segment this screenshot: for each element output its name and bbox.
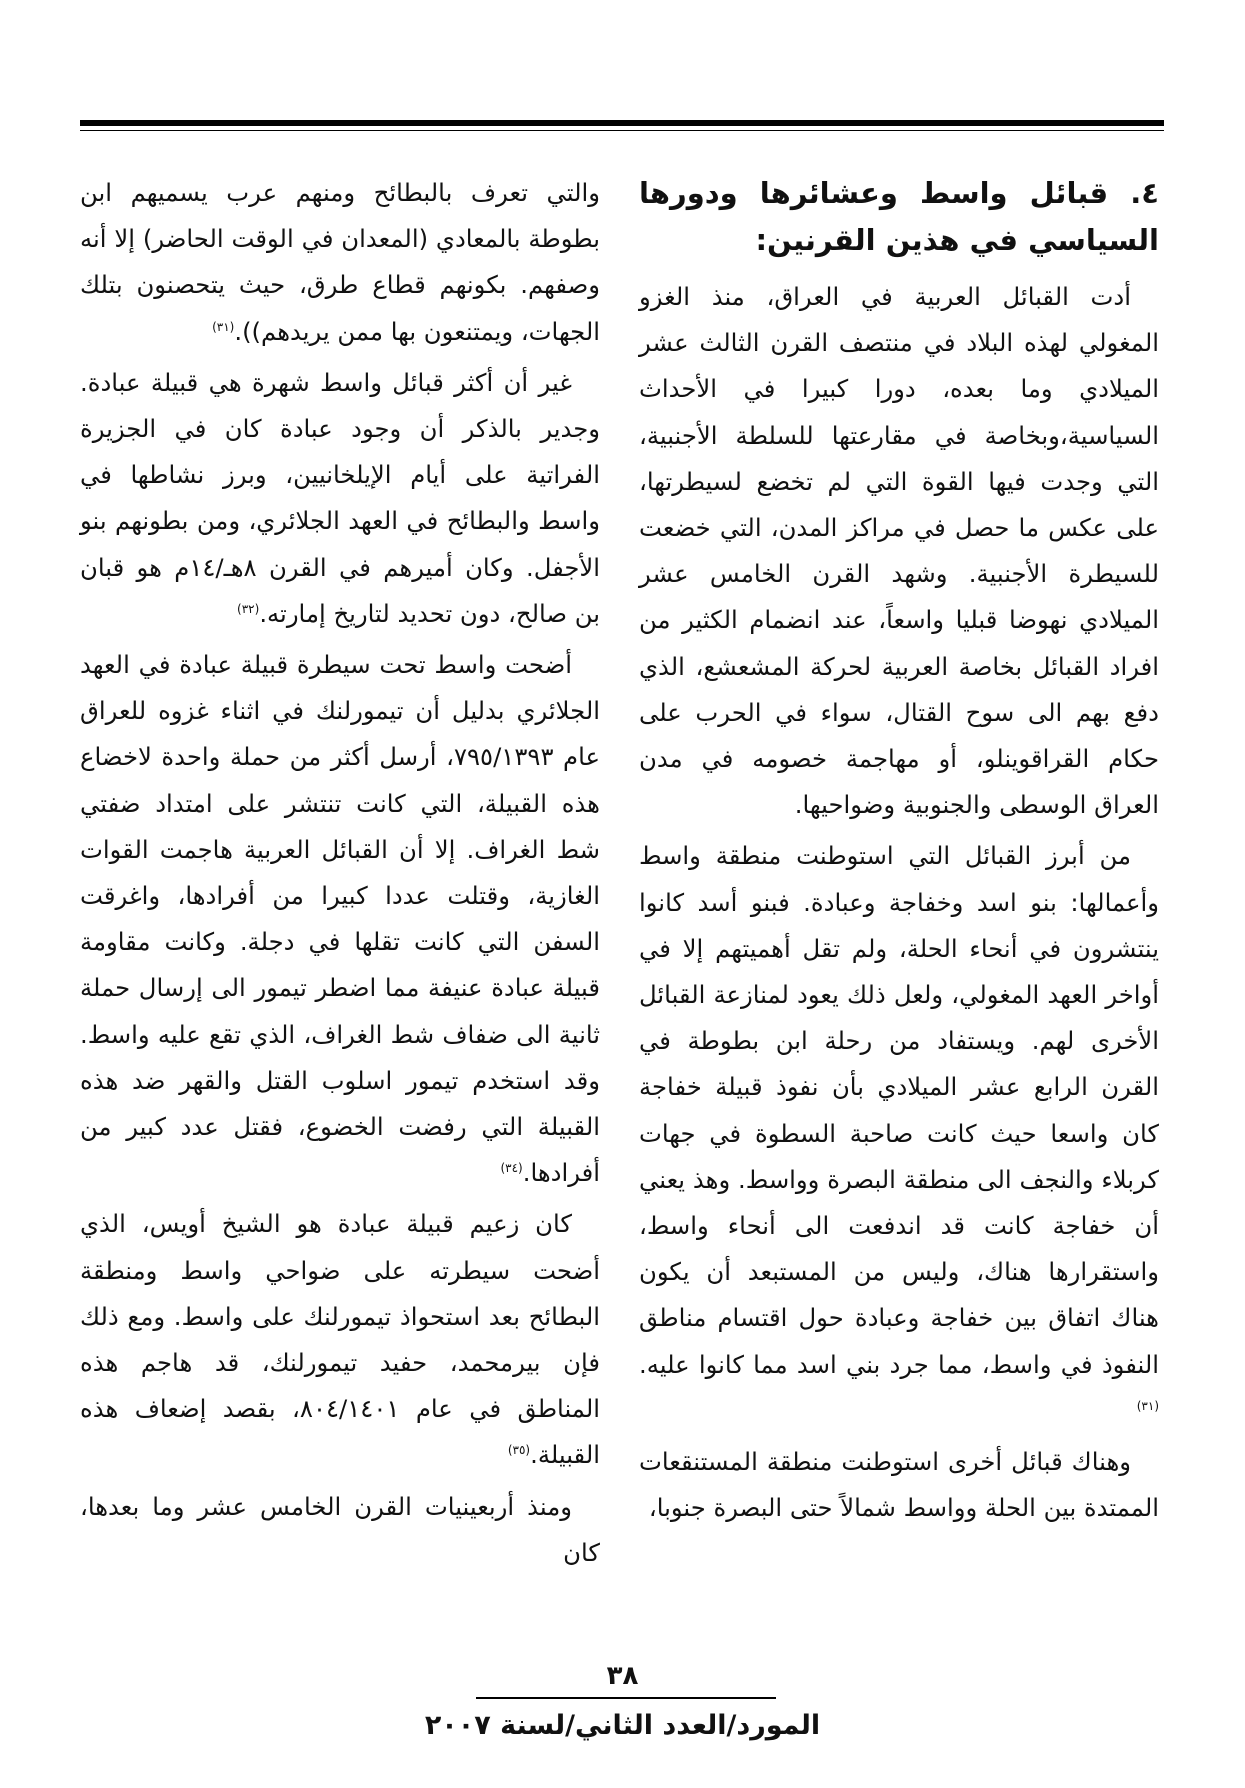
- footnote-ref: (٣١): [212, 319, 235, 334]
- footnote-ref: (٣٢): [237, 601, 260, 616]
- paragraph: أضحت واسط تحت سيطرة قبيلة عبادة في العهد الجلائري بدليل أن تيمورلنك في اثناء غزوه للعراق عام ٧٩٥/١٣٩٣، أرسل أكثر من حملة واحدة لاخضاع هذه القبيلة، التي كانت تنتشر على امتداد ضفتي شط الغراف. إلا أن القبائل العربية هاجمت القوات الغازية، وقتلت عددا كبيرا من أفرادها، واغرقت السفن التي كانت تقلها في دجلة. وكانت مقاومة قبيلة عبادة عنيفة مما اضطر تيمور الى إرسال حملة ثانية الى ضفاف شط الغراف، الذي تقع عليه واسط. وقد استخدم تيمور اسلوب القتل والقهر ضد هذه القبيلة التي رفضت الخضوع، فقتل عدد كبير من أفرادها.$^{(٣٤)}$: [80, 650, 600, 1188]
- footer-rule: [476, 1697, 776, 1699]
- right-column: [639, 170, 1159, 1536]
- left-column: [80, 170, 600, 1581]
- paragraph: وهناك قبائل أخرى استوطنت منطقة المستنقعات الممتدة بين الحلة وواسط شمالاً حتى البصرة جنوبا،: [639, 1447, 1159, 1523]
- paragraph: والتي تعرف بالبطائح ومنهم عرب يسميهم ابن بطوطة بالمعادي (المعدان في الوقت الحاضر) إلا أنه وصفهم. بكونهم قطاع طرق، حيث يتحصنون بتلك الجهات، ويمتنعون بها ممن يريدهم)).$^{(٣١)}$: [80, 178, 600, 346]
- footnote-ref: (٣٥): [507, 1443, 531, 1458]
- journal-citation: المورد/العدد الثاني/لسنة ٢٠٠٧: [424, 1710, 821, 1741]
- paragraph: أدت القبائل العربية في العراق، منذ الغزو المغولي لهذه البلاد في منتصف القرن الثالث عشر الميلادي وما بعده، دورا كبيرا في الأحداث السياسية،وبخاصة في مقارعتها للسلطة الأجنبية، التي وجدت فيها القوة التي لم تخضع لسيطرتها، على عكس ما حصل في مراكز المدن، التي خضعت للسيطرة الأجنبية. وشهد القرن الخامس عشر الميلادي نهوضا قبليا واسعاً، عند انضمام الكثير من افراد القبائل بخاصة العربية لحركة المشعشع، الذي دفع بهم الى سوح القتال، سواء في الحرب على حكام القراقوينلو، أو مهاجمة خصومه في مدن العراق الوسطى والجنوبية وضواحيها.: [639, 282, 1159, 820]
- footnote-ref: (٣٤): [500, 1161, 523, 1176]
- paragraph: كان زعيم قبيلة عبادة هو الشيخ أويس، الذي أضحت سيطرته على ضواحي واسط ومنطقة البطائح بعد استحواذ تيمورلنك على واسط. ومع ذلك فإن بيرمحمد، حفيد تيمورلنك، قد هاجم هذه المناطق في عام ٨٠٤/١٤٠١، بقصد إضعاف هذه القبيلة.$^{(٣٥)}$: [80, 1209, 600, 1470]
- paragraph: غير أن أكثر قبائل واسط شهرة هي قبيلة عبادة. وجدير بالذكر أن وجود عبادة كان في الجزيرة الفراتية على أيام الإيلخانيين، وبرز نشاطها في واسط والبطائح في العهد الجلائري، ومن بطونهم بنو الأجفل. وكان أميرهم في القرن ٨هـ/١٤م هو قبان بن صالح، دون تحديد لتاريخ إمارته.$^{(٣٢)}$: [80, 367, 601, 628]
- paragraph: ومنذ أربعينيات القرن الخامس عشر وما بعدها، كان: [80, 1491, 600, 1567]
- page-number: ٣٨: [606, 1661, 639, 1691]
- header-rule-thin: [80, 130, 1164, 131]
- header-rule: [80, 120, 1164, 126]
- footnote-ref: (٣١): [1136, 1398, 1159, 1413]
- section-heading: ٤. قبائل واسط وعشائرها ودورها السياسي في هذين القرنين:: [639, 176, 1159, 257]
- paragraph: من أبرز القبائل التي استوطنت منطقة واسط وأعمالها: بنو اسد وخفاجة وعبادة. فبنو أسد كانوا ينتشرون في أنحاء الحلة، ولم تقل أهميتهم إلا في أواخر العهد المغولي، ولعل ذلك يعود لمنازعة القبائل الأخرى لهم. ويستفاد من رحلة ابن بطوطة في القرن الرابع عشر الميلادي بأن نفوذ قبيلة خفاجة كان واسعا حيث كانت صاحبة السطوة في جهات كربلاء والنجف الى منطقة البصرة وواسط. وهذ يعني أن خفاجة كانت قد اندفعت الى أنحاء واسط، واستقرارها هناك، وليس من المستبعد أن يكون هناك اتفاق بين خفاجة وعبادة حول اقتسام مناطق النفوذ في واسط، مما جرد بني اسد مما كانوا عليه.$^{(٣١)}$: [639, 841, 1159, 1413]
